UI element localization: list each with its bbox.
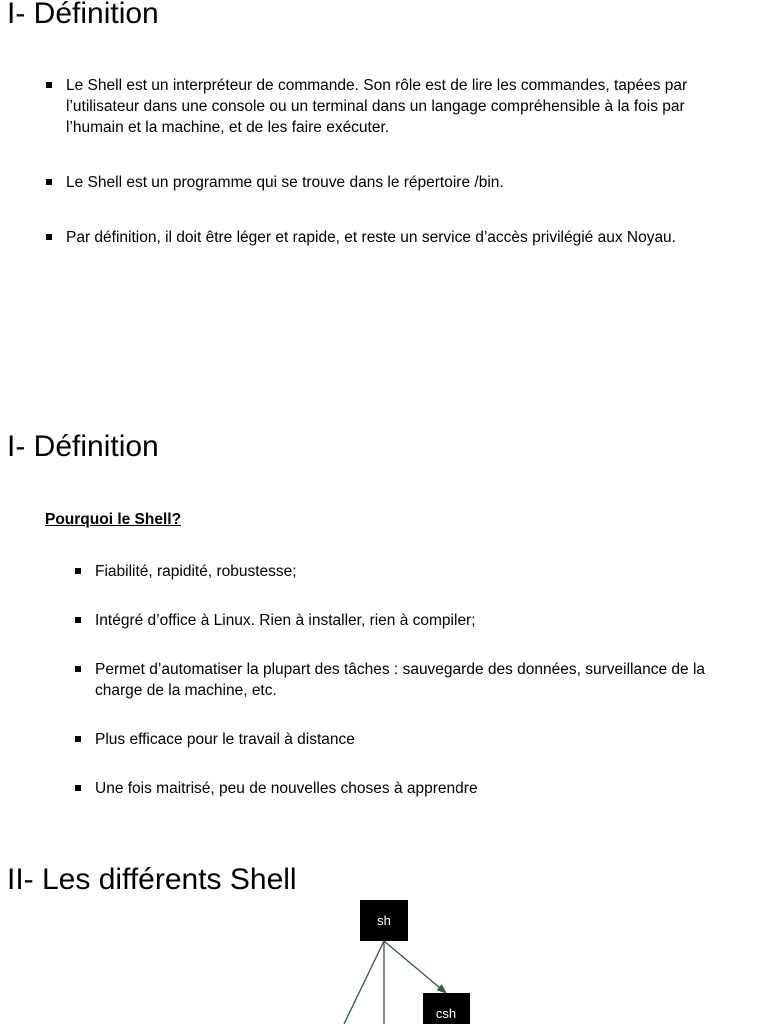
bullet-item: Une fois maitrisé, peu de nouvelles choses à apprendre <box>74 778 714 799</box>
node-sh <box>360 900 408 941</box>
slide-definition-2 <box>0 420 768 860</box>
shell-tree-diagram <box>0 860 768 1024</box>
edge-sh-left <box>344 941 384 1024</box>
bullet-list <box>74 561 714 827</box>
node-csh <box>423 993 470 1024</box>
bullet-list <box>45 75 735 282</box>
bullet-item: Le Shell est un programme qui se trouve dans le répertoire /bin. <box>45 172 735 193</box>
bullet-item: Plus efficace pour le travail à distance <box>74 729 714 750</box>
section-subtitle: Pourquoi le Shell? <box>45 511 182 528</box>
node-sh-label: sh <box>377 913 391 928</box>
edge-sh-csh <box>384 941 446 993</box>
bullet-item: Le Shell est un interpréteur de commande. Son rôle est de lire les commandes, tapées par l’utilisateur dans une console ou un terminal dans un langage compréhensible à la fois par l’humain et la machine, et de les faire exécuter. <box>45 75 735 138</box>
bullet-item: Fiabilité, rapidité, robustesse; <box>74 561 714 582</box>
slide-title: I- Définition <box>7 430 159 463</box>
bullet-item: Par définition, il doit être léger et rapide, et reste un service d’accès privilégié aux Noyau. <box>45 227 735 248</box>
slide-definition-1 <box>0 0 768 420</box>
slide-title: II- Les différents Shell <box>7 863 297 896</box>
slide-shells <box>0 860 768 1024</box>
slide-title: I- Définition <box>7 0 159 30</box>
bullet-item: Intégré d’office à Linux. Rien à installer, rien à compiler; <box>74 610 714 631</box>
node-csh-label: csh <box>435 1006 457 1021</box>
bullet-item: Permet d’automatiser la plupart des tâches : sauvegarde des données, surveillance de la charge de la machine, etc. <box>74 659 714 701</box>
